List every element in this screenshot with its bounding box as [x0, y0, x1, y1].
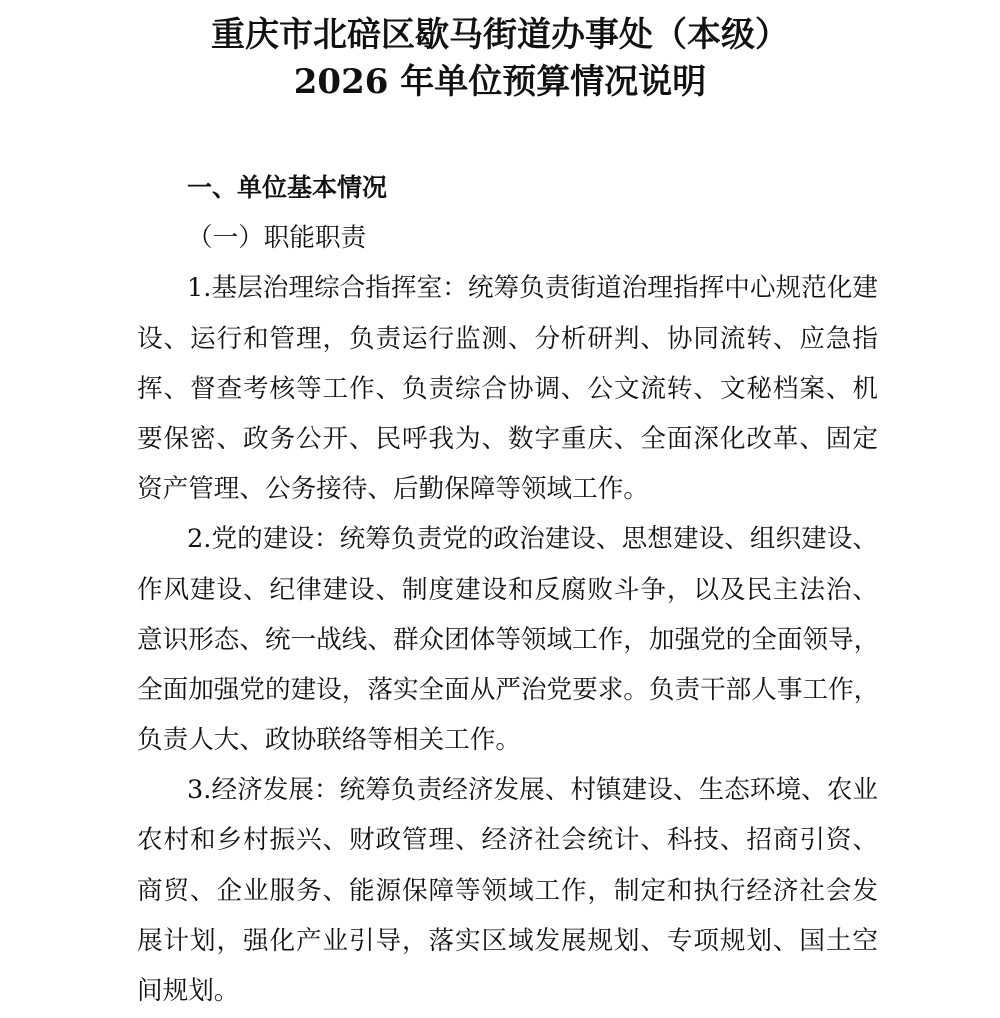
document-title [0, 12, 1000, 106]
title-line-1: 重庆市北碚区歇马街道办事处（本级） [211, 15, 789, 55]
paragraph-line: 挥、督查考核等工作、负责综合协调、公文流转、文秘档案、机 [137, 373, 878, 404]
paragraph-line: 要保密、政务公开、民呼我为、数字重庆、全面深化改革、固定 [137, 423, 878, 454]
paragraph-line: 全面加强党的建设，落实全面从严治党要求。负责干部人事工作， [137, 674, 880, 705]
paragraph-line: 间规划。 [137, 976, 240, 1006]
paragraph-line: 商贸、企业服务、能源保障等领域工作，制定和执行经济社会发 [137, 875, 878, 906]
paragraph-line: 1.基层治理综合指挥室：统筹负责街道治理指挥中心规范化建 [187, 273, 878, 304]
paragraph-3 [137, 765, 878, 1016]
paragraph-1 [137, 263, 878, 514]
title-line-2: 2026 年单位预算情况说明 [293, 62, 707, 102]
paragraph-line: 2.党的建设：统筹负责党的政治建设、思想建设、组织建设、 [187, 524, 878, 555]
paragraph-line: 作风建设、纪律建设、制度建设和反腐败斗争，以及民主法治、 [137, 574, 878, 605]
subsection-heading: （一）职能职责 [187, 223, 367, 254]
paragraph-2 [137, 514, 878, 765]
paragraph-line: 意识形态、统一战线、群众团体等领域工作，加强党的全面领导， [137, 624, 880, 655]
paragraph-line: 3.经济发展：统筹负责经济发展、村镇建设、生态环境、农业 [187, 775, 878, 806]
paragraph-line: 资产管理、公务接待、后勤保障等领域工作。 [137, 474, 649, 505]
paragraph-line: 展计划，强化产业引导，落实区域发展规划、专项规划、国土空 [137, 925, 878, 956]
paragraph-line: 农村和乡村振兴、财政管理、经济社会统计、科技、招商引资、 [137, 825, 878, 856]
paragraph-line: 设、运行和管理，负责运行监测、分析研判、协同流转、应急指 [137, 323, 878, 354]
section-heading: 一、单位基本情况 [187, 173, 388, 202]
paragraph-line: 负责人大、政协联络等相关工作。 [137, 725, 521, 756]
document-body [137, 163, 878, 1016]
